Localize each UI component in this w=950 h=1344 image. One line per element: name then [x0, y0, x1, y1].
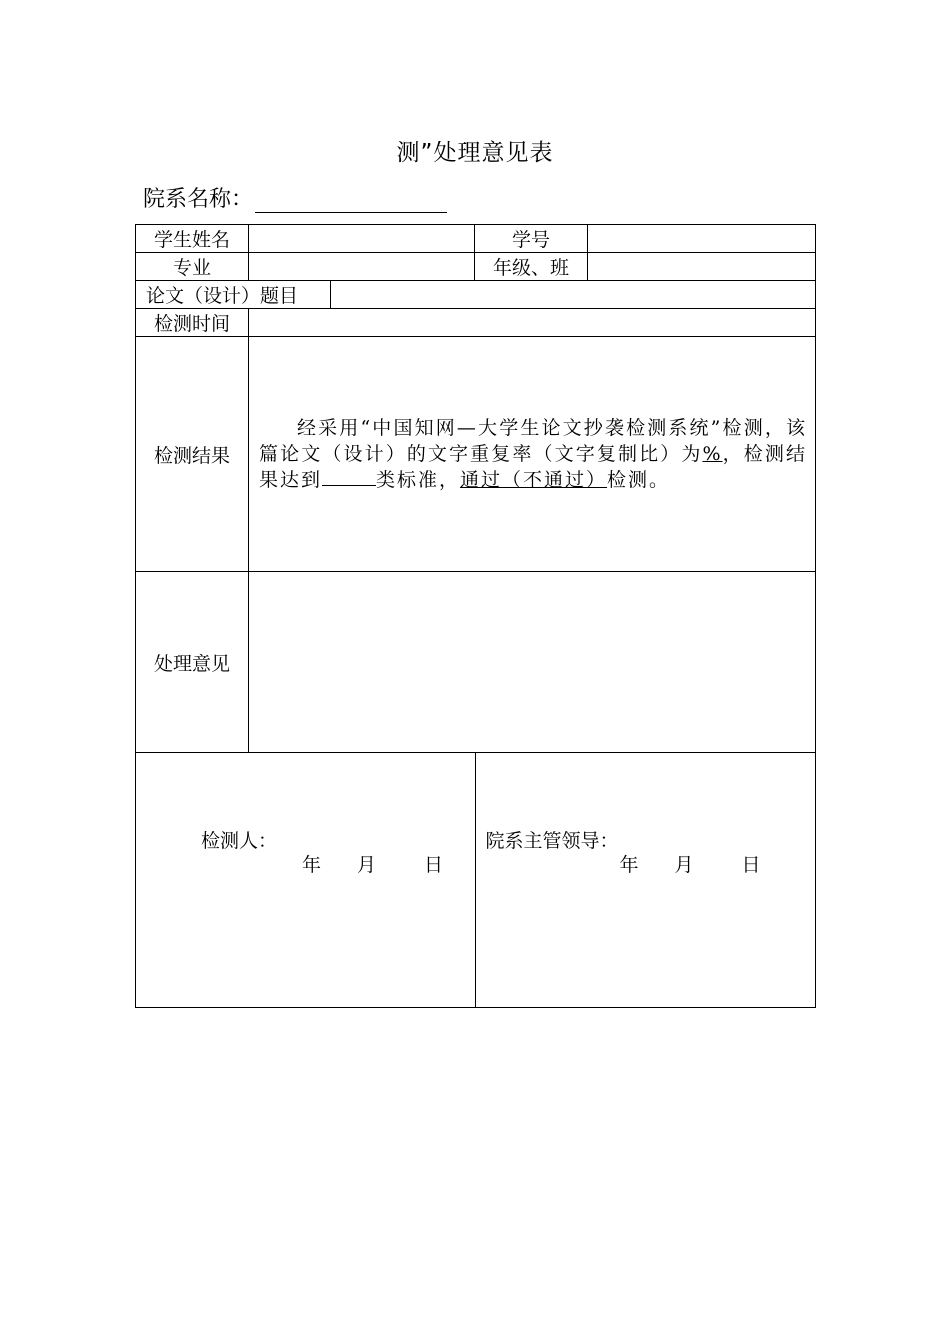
thesis-title-field[interactable] — [330, 281, 815, 308]
grade-class-label: 年级、班 — [475, 253, 588, 281]
checker-date — [302, 850, 443, 877]
checker-signature-cell[interactable] — [136, 753, 475, 1007]
student-name-label: 学生姓名 — [136, 225, 249, 253]
result-pass-option[interactable]: 通过（不通过） — [460, 469, 608, 491]
result-percent[interactable]: % — [702, 443, 723, 465]
department-input-line[interactable] — [255, 188, 447, 213]
leader-month-label: 月 — [674, 854, 694, 876]
student-name-field[interactable] — [249, 225, 475, 253]
checker-label: 检测人： — [201, 830, 278, 852]
leader-year-label: 年 — [619, 854, 639, 876]
result-part3: 类标准， — [376, 469, 461, 491]
major-field[interactable] — [249, 253, 475, 281]
checker-month-label: 月 — [357, 854, 377, 876]
department-label: 院系名称： — [143, 187, 254, 212]
check-result-text — [249, 337, 816, 572]
form-table — [135, 224, 816, 1008]
opinion-label: 处理意见 — [136, 572, 249, 753]
check-result-label: 检测结果 — [136, 337, 249, 572]
student-id-field[interactable] — [588, 225, 816, 253]
thesis-title-label: 论文（设计）题目 — [136, 281, 330, 308]
result-part2: ，检测结果达到 — [259, 443, 807, 491]
thesis-title-row — [136, 281, 816, 309]
leader-day-label: 日 — [741, 854, 761, 876]
checker-year-label: 年 — [302, 854, 322, 876]
check-time-label: 检测时间 — [136, 309, 249, 337]
checker-day-label: 日 — [424, 854, 444, 876]
grade-class-field[interactable] — [588, 253, 816, 281]
signature-row — [136, 753, 816, 1008]
department-row — [143, 185, 447, 213]
result-part4: 检测。 — [607, 469, 671, 491]
opinion-field[interactable] — [249, 572, 816, 753]
leader-label: 院系主管领导： — [485, 830, 619, 852]
result-part1: 经采用“中国知网—大学生论文抄袭检测系统”检测，该篇论文（设计）的文字重复率（文字复制比）为 — [259, 417, 807, 465]
leader-date — [620, 850, 761, 877]
major-label: 专业 — [136, 253, 249, 281]
form-title: 测”处理意见表 — [396, 140, 554, 166]
result-level-blank[interactable] — [322, 467, 376, 486]
student-id-label: 学号 — [475, 225, 588, 253]
leader-signature-cell[interactable] — [475, 753, 815, 1007]
check-time-field[interactable] — [249, 309, 816, 337]
